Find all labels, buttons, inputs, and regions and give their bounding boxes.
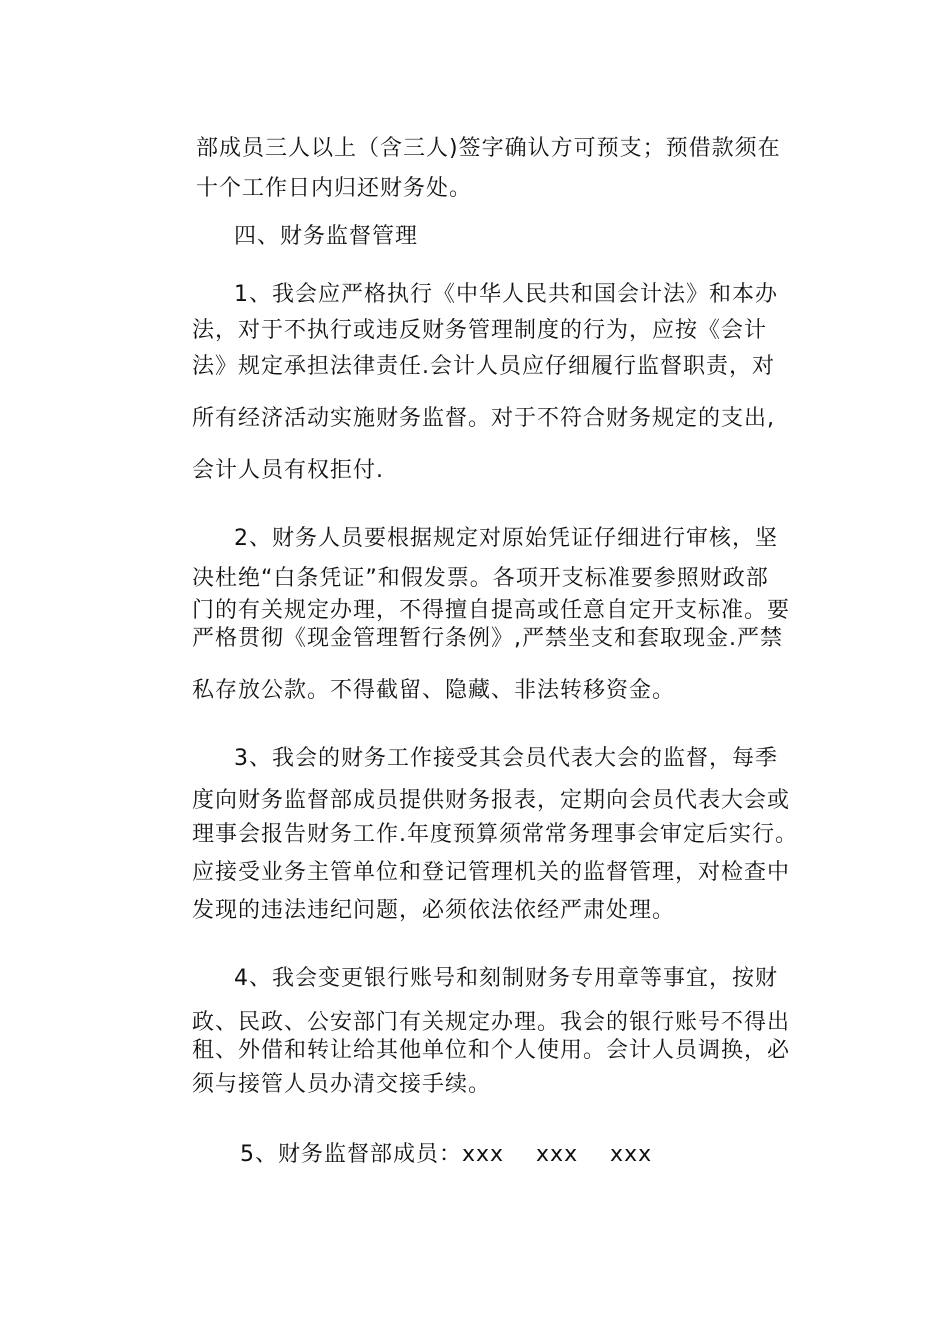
item-2-line-4: 严格贯彻《现金管理暂行条例》,严禁坐支和套取现金.严禁 — [192, 626, 783, 651]
item-1-line-2: 法，对于不执行或违反财务管理制度的行为，应按《会计 — [192, 318, 768, 343]
item-3-line-2: 度向财务监督部成员提供财务报表，定期向会员代表大会或 — [192, 788, 791, 813]
item-1-line-4: 所有经济活动实施财务监督。对于不符合财务规定的支出, — [192, 406, 775, 431]
item-3-line-5: 发现的违法违纪问题，必须依法依经严肃处理。 — [192, 898, 676, 923]
item-4-line-1: 4、我会变更银行账号和刻制财务专用章等事宜，按财 — [234, 966, 778, 991]
item-3-line-4: 应接受业务主管单位和登记管理机关的监督管理，对检查中 — [192, 860, 791, 885]
item-1-line-3: 法》规定承担法律责任.会计人员应仔细履行监督职责，对 — [192, 354, 775, 379]
item-3-line-1: 3、我会的财务工作接受其会员代表大会的监督，每季 — [234, 746, 778, 771]
section-heading: 四、财务监督管理 — [234, 224, 419, 249]
item-4-line-3: 租、外借和转让给其他单位和个人使用。会计人员调换，必 — [192, 1038, 791, 1063]
item-2-line-3: 门的有关规定办理，不得擅自提高或任意自定开支标准。要 — [192, 598, 791, 623]
item-2-line-1: 2、财务人员要根据规定对原始凭证仔细进行审核，坚 — [234, 526, 778, 551]
continuation-line-1: 部成员三人以上（含三人)签字确认方可预支；预借款须在 — [196, 136, 781, 161]
item-2-line-5: 私存放公款。不得截留、隐藏、非法转移资金。 — [192, 678, 676, 703]
item-5-members-line: 5、财务监督部成员：xxx xxx xxx — [240, 1142, 653, 1167]
item-1-line-1: 1、我会应严格执行《中华人民共和国会计法》和本办 — [234, 282, 778, 307]
item-3-line-3: 理事会报告财务工作.年度预算须常常务理事会审定后实行。 — [192, 822, 798, 847]
item-4-line-4: 须与接管人员办清交接手续。 — [192, 1072, 492, 1097]
item-1-line-5: 会计人员有权拒付. — [192, 458, 384, 483]
continuation-line-2: 十个工作日内归还财务处。 — [196, 176, 473, 201]
item-2-line-2: 决杜绝“白条凭证”和假发票。各项开支标准要参照财政部 — [192, 566, 769, 591]
item-4-line-2: 政、民政、公安部门有关规定办理。我会的银行账号不得出 — [192, 1010, 791, 1035]
